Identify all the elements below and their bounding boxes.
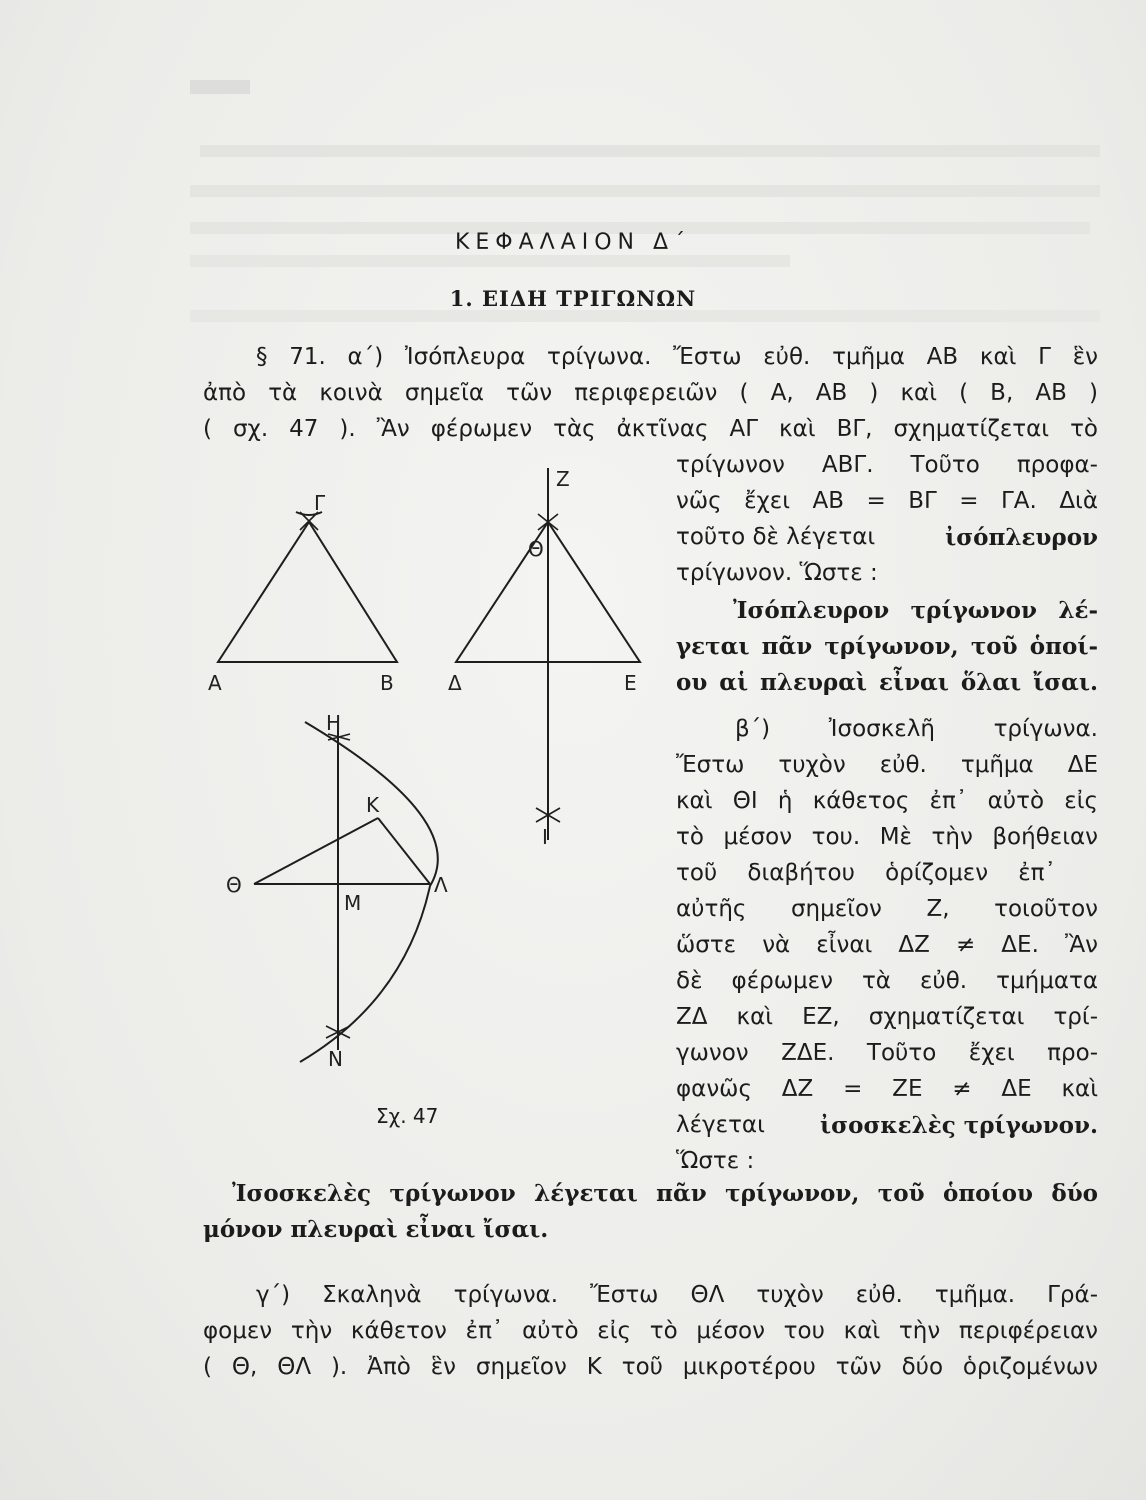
label-a: Α <box>208 671 222 695</box>
definition-a-line-3: ου αἱ πλευραὶ εἶναι ὅλαι ἴσαι. <box>676 669 1098 696</box>
label-e: Ε <box>624 671 637 695</box>
label-lambda: Λ <box>434 873 448 897</box>
para-b-line-13: Ὥστε : <box>676 1148 755 1174</box>
term-isoskeles: ἰσοσκελὲς τρίγωνον. <box>820 1112 1098 1139</box>
label-theta-1: Θ <box>528 537 544 561</box>
figure-caption: Σχ. 47 <box>376 1104 439 1128</box>
para-b-line-2: Ἔστω τυχὸν εὐθ. τμῆμα ΔΕ <box>676 752 1098 778</box>
definition-b-line-2: μόνον πλευραὶ εἶναι ἴσαι. <box>203 1216 549 1243</box>
para-a-line-2: ἀπὸ τὰ κοινὰ σημεῖα τῶν περιφερειῶν ( Α, ΑΒ ) καὶ ( Β, ΑΒ ) <box>203 380 1098 406</box>
para-b-line-9: ΖΔ καὶ ΕΖ, σχηματίζεται τρί- <box>676 1004 1098 1030</box>
label-h: Η <box>326 711 342 735</box>
para-b-line-11: φανῶς ΔΖ = ΖΕ ≠ ΔΕ καὶ <box>676 1076 1098 1102</box>
chapter-title: ΚΕΦΑΛΑΙΟΝ Δ΄ <box>454 230 692 255</box>
para-c-line-3: ( Θ, ΘΛ ). Ἀπὸ ἓν σημεῖον Κ τοῦ μικροτέρου τῶν δύο ὁριζομένων <box>203 1354 1098 1380</box>
definition-b-line-1: Ἰσοσκελὲς τρίγωνον λέγεται πᾶν τρίγωνον, τοῦ ὁποίου δύο <box>232 1180 1098 1207</box>
label-k: Κ <box>366 793 380 817</box>
para-c-line-2: φομεν τὴν κάθετον ἐπ᾿ αὐτὸ εἰς τὸ μέσον του καὶ τὴν περιφέρειαν <box>203 1318 1098 1344</box>
section-title: 1. ΕΙΔΗ ΤΡΙΓΩΝΩΝ <box>449 286 697 311</box>
para-b-line-3: καὶ ΘΙ ἡ κάθετος ἐπ᾿ αὐτὸ εἰς <box>676 788 1098 814</box>
label-m: Μ <box>344 891 362 915</box>
para-a-line-1: § 71. α΄) Ἰσόπλευρα τρίγωνα. Ἔστω εὐθ. τμῆμα ΑΒ καὶ Γ ἓν <box>256 344 1098 370</box>
para-b-line-7: ὥστε νὰ εἶναι ΔΖ ≠ ΔΕ. Ἂν <box>676 932 1098 958</box>
para-b-line-10: γωνον ΖΔΕ. Τοῦτο ἔχει προ- <box>676 1040 1098 1066</box>
para-b-line-5: τοῦ διαβήτου ὁρίζομεν ἐπ᾿ <box>676 860 1056 886</box>
para-b-line-1: β΄) Ἰσοσκελῆ τρίγωνα. <box>735 716 1098 742</box>
para-a-line-5: νῶς ἔχει ΑΒ = ΒΓ = ΓΑ. Διὰ <box>676 488 1098 514</box>
para-b-line-6: αὐτῆς σημεῖον Ζ, τοιοῦτον <box>676 896 1098 922</box>
para-a-line-4: τρίγωνον ΑΒΓ. Τοῦτο προφα- <box>676 452 1098 478</box>
para-c-line-1: γ΄) Σκαληνὰ τρίγωνα. Ἔστω ΘΛ τυχὸν εὐθ. τμῆμα. Γρά- <box>256 1282 1098 1308</box>
para-b-line-12-text: λέγεται <box>676 1112 765 1138</box>
term-isopleuron: ἰσόπλευρον <box>945 524 1098 551</box>
label-theta-2: Θ <box>226 873 242 897</box>
arc-theta-thl <box>300 722 438 1062</box>
para-a-line-6-text: τοῦτο δὲ λέγεται <box>676 524 876 550</box>
segment-kl <box>378 818 430 884</box>
label-delta: Δ <box>448 671 462 695</box>
para-b-line-4: τὸ μέσον του. Μὲ τὴν βοήθειαν <box>676 824 1098 850</box>
segment-thk <box>254 818 378 884</box>
label-n: Ν <box>328 1047 343 1071</box>
label-gamma: Γ <box>314 491 326 515</box>
para-a-line-3: ( σχ. 47 ). Ἂν φέρωμεν τὰς ἀκτῖνας ΑΓ καὶ ΒΓ, σχηματίζεται τὸ <box>203 416 1098 442</box>
label-b: Β <box>380 671 394 695</box>
label-z: Ζ <box>556 467 570 491</box>
definition-a-line-1: Ἰσόπλευρον τρίγωνον λέ- <box>733 597 1098 624</box>
para-a-line-7: τρίγωνον. Ὥστε : <box>676 560 878 586</box>
equilateral-triangle <box>218 522 397 662</box>
definition-a-line-2: γεται πᾶν τρίγωνον, τοῦ ὁποί- <box>676 633 1098 660</box>
label-i: Ι <box>542 825 548 849</box>
para-b-line-8: δὲ φέρωμεν τὰ εὐθ. τμήματα <box>676 968 1098 994</box>
